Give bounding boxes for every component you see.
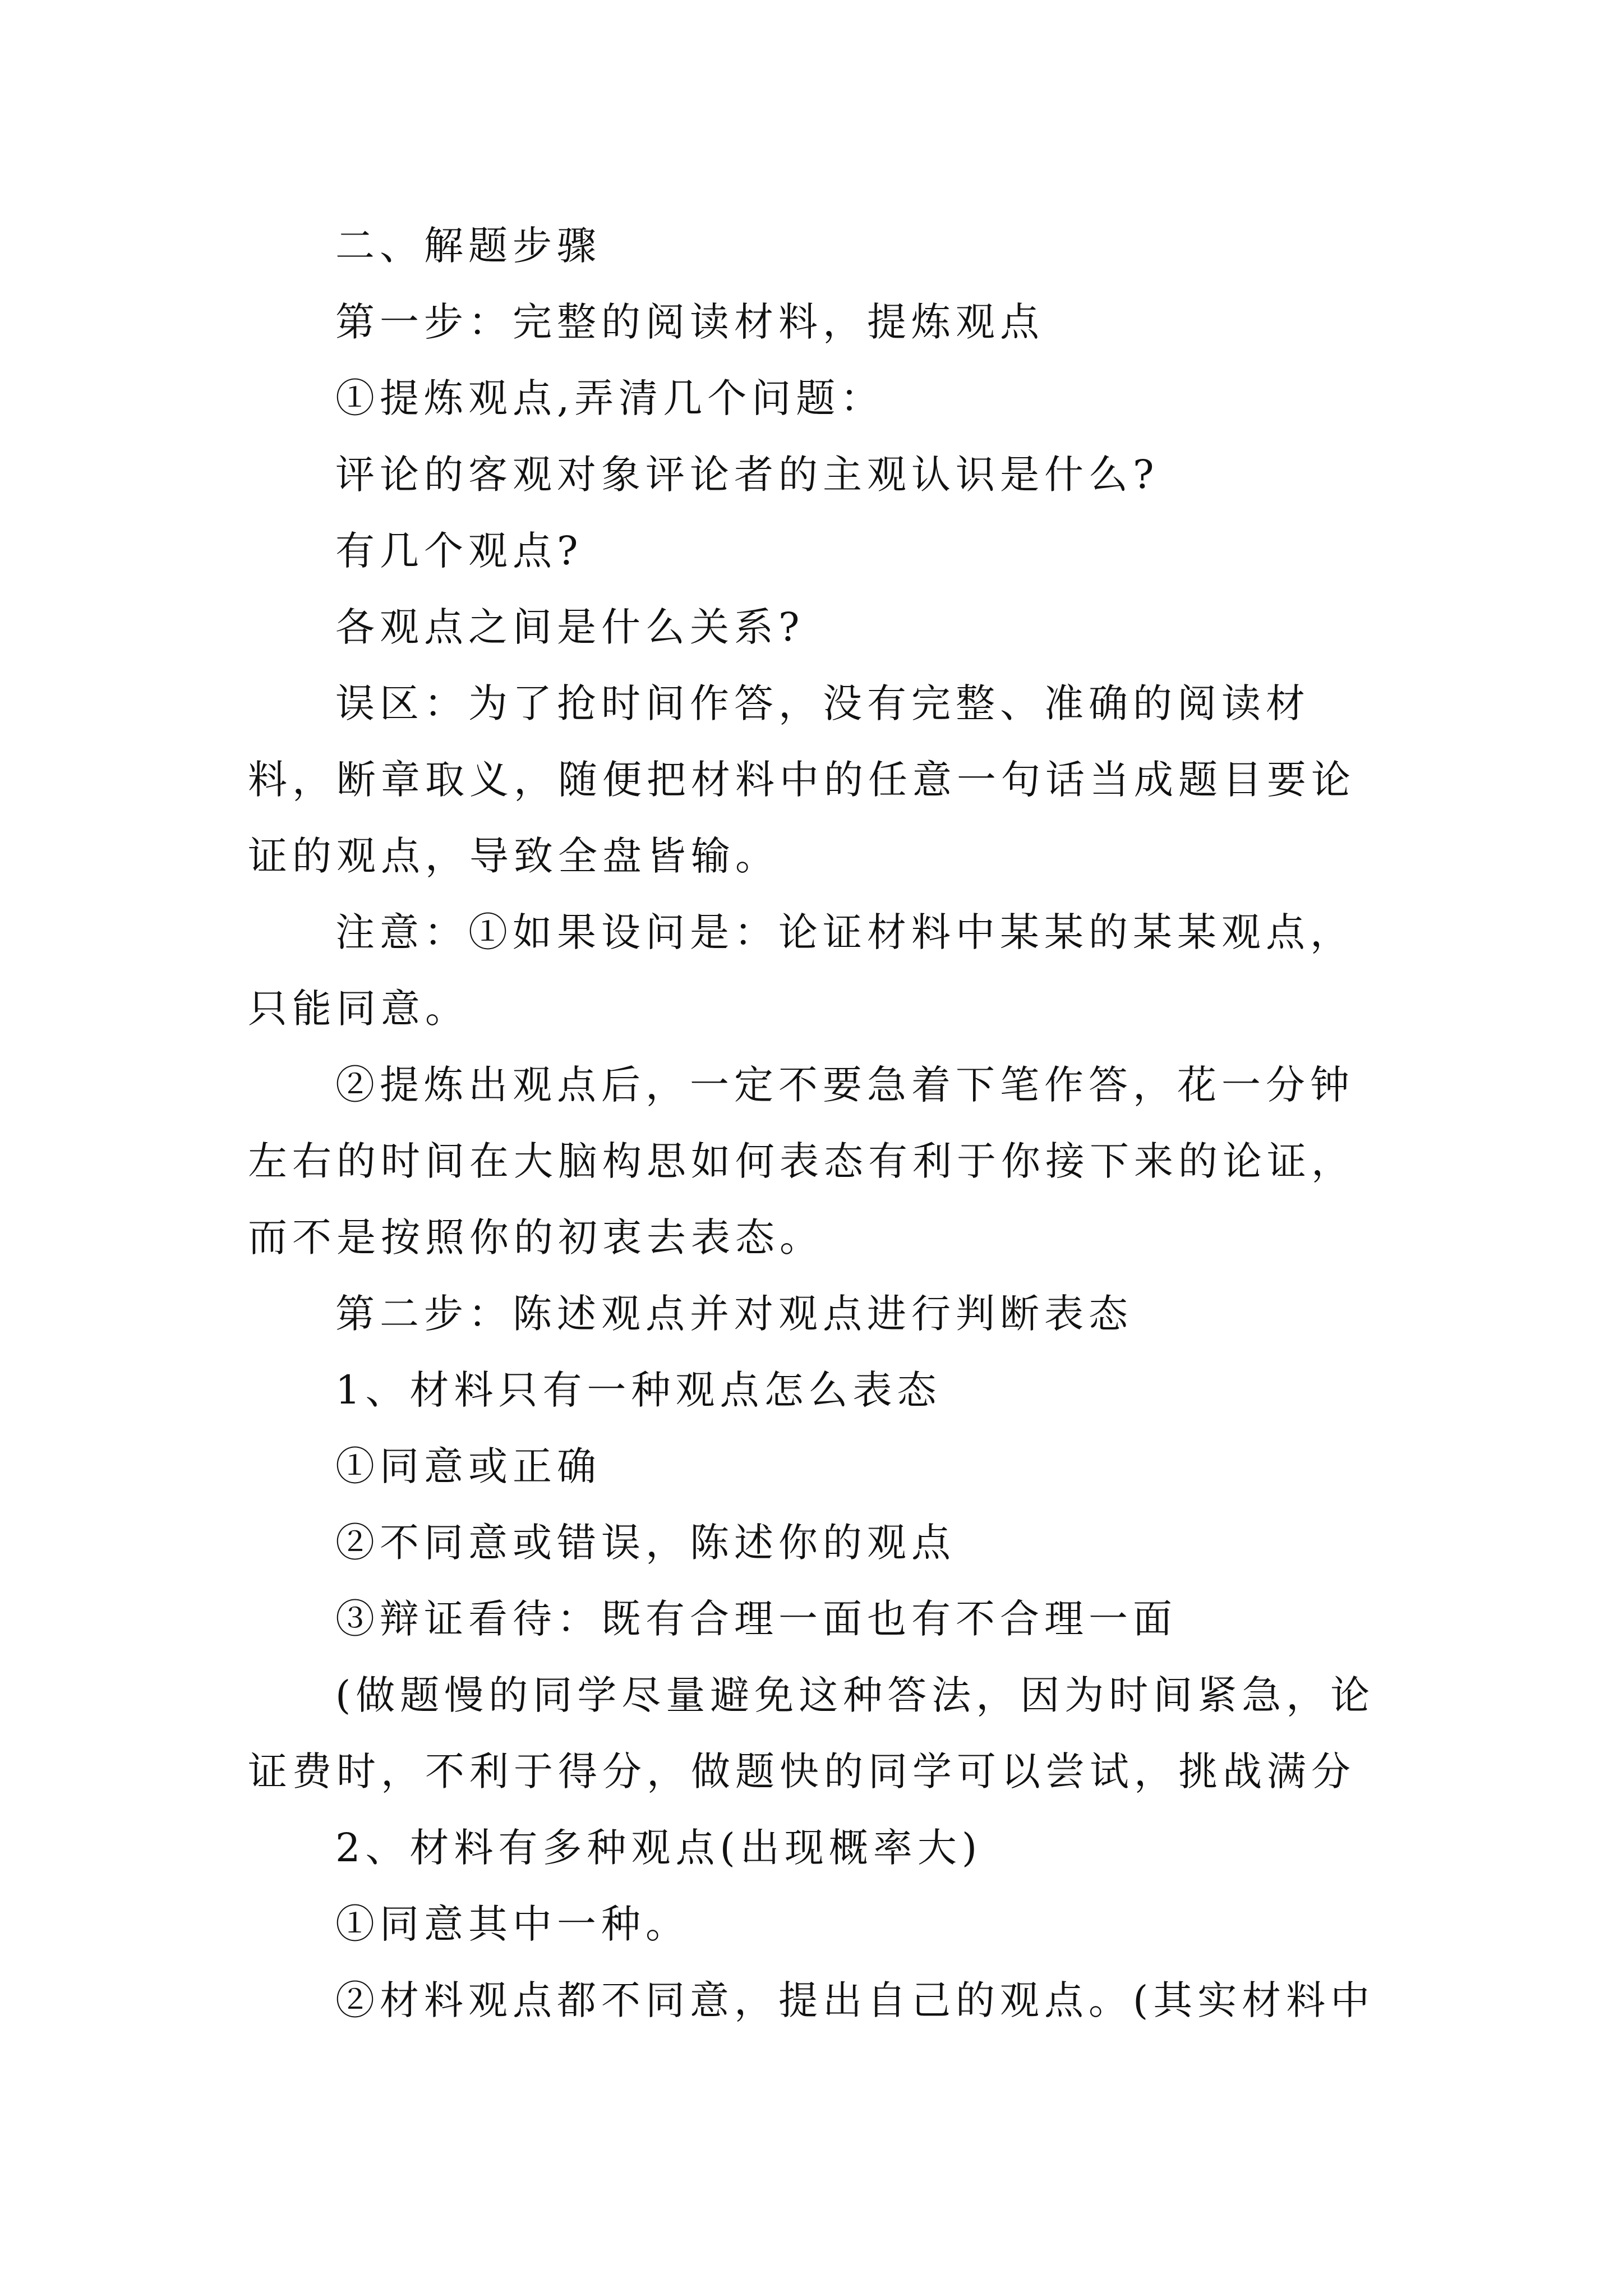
option-dialectical: ③辩证看待：既有合理一面也有不合理一面 <box>335 1596 1177 1642</box>
option-agree-one: ①同意其中一种。 <box>335 1901 690 1947</box>
paragraph-question-count: 有几个观点? <box>335 528 583 574</box>
paragraph-question-relation: 各观点之间是什么关系? <box>335 604 805 650</box>
step-two-heading: 第二步：陈述观点并对观点进行判断表态 <box>335 1291 1133 1337</box>
option-agree: ①同意或正确 <box>335 1443 601 1489</box>
paragraph-refine-viewpoints: ①提炼观点,弄清几个问题： <box>335 375 885 421</box>
heading-solving-steps: 二、解题步骤 <box>335 223 601 269</box>
paragraph-question-object: 评论的客观对象评论者的主观认识是什么? <box>335 452 1159 498</box>
paragraph-misconception: 误区：为了抢时间作答，没有完整、准确的阅读材料，断章取义，随便把材料中的任意一句话当成题目要论证的观点，导致全盘皆输。 <box>248 680 1355 879</box>
paragraph-note-two: ②提炼出观点后，一定不要急着下笔作答，花一分钟左右的时间在大脑构思如何表态有利于你接下来的论证，而不是按照你的初衷去表态。 <box>248 1062 1355 1260</box>
option-disagree: ②不同意或错误，陈述你的观点 <box>335 1520 956 1566</box>
subheading-single-viewpoint: 1、材料只有一种观点怎么表态 <box>335 1367 942 1413</box>
subheading-multiple-viewpoints: 2、材料有多种观点(出现概率大) <box>335 1825 983 1871</box>
step-one-heading: 第一步：完整的阅读材料，提炼观点 <box>335 299 1044 345</box>
paragraph-dialectical-advice: (做题慢的同学尽量避免这种答法，因为时间紧急，论证费时，不利于得分，做题快的同学可以尝试，挑战满分 <box>248 1672 1375 1795</box>
option-disagree-all: ②材料观点都不同意，提出自己的观点。(其实材料中 <box>335 1977 1375 2023</box>
paragraph-note-one: 注意：①如果设问是：论证材料中某某的某某观点，只能同意。 <box>248 909 1354 1032</box>
document-body <box>248 208 1392 2039</box>
